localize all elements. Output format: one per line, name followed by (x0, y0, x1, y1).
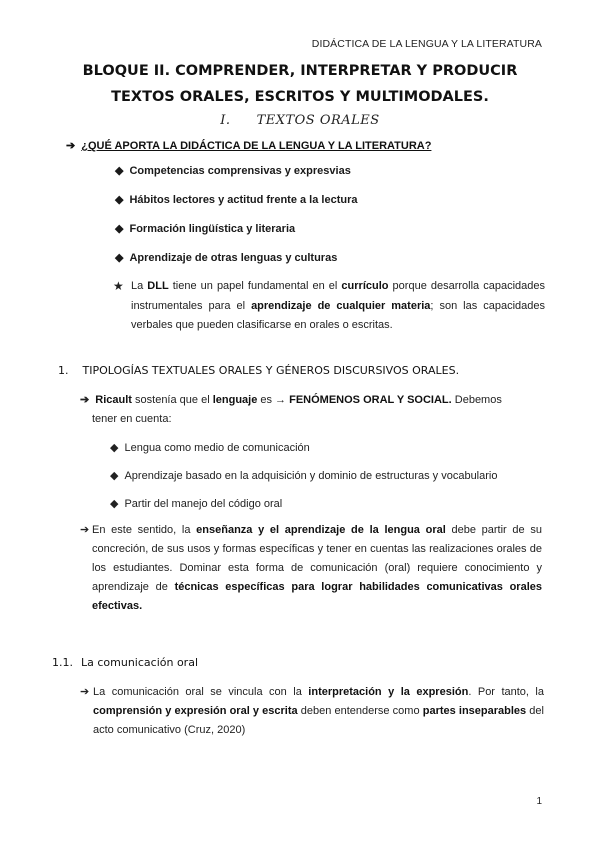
ricault-line-2: tener en cuenta: (92, 413, 172, 425)
ricault-paragraph (80, 391, 550, 429)
section-1-number: 1. (58, 364, 69, 377)
dll-paragraph (113, 277, 545, 336)
consideration-label: Partir del manejo del código oral (124, 498, 283, 510)
section-1-title: TIPOLOGÍAS TEXTUALES ORALES Y GÉNEROS DISCURSIVOS ORALES. (82, 364, 460, 377)
dll-paragraph-text: La DLL tiene un papel fundamental en el currículo porque desarrolla capacidades instrumentales para el aprendizaje de cualquier materia; son las capacidades verbales que pueden clasificarse en orales o escritas. (131, 280, 545, 331)
page-title (40, 58, 560, 110)
chapter-subtitle (0, 113, 600, 128)
consideration-label: Aprendizaje basado en la adquisición y dominio de estructuras y vocabulario (124, 470, 498, 482)
consideration-label: Lengua como medio de comunicación (124, 442, 310, 454)
section-1-1-number: 1.1. (52, 656, 73, 669)
question-heading (66, 139, 431, 152)
consideration-item (110, 497, 282, 510)
title-line-1: BLOQUE II. COMPRENDER, INTERPRETAR Y PRODUCIR (82, 63, 518, 79)
title-line-2: TEXTOS ORALES, ESCRITOS Y MULTIMODALES. (111, 89, 489, 105)
running-header: DIDÁCTICA DE LA LENGUA Y LA LITERATURA (311, 38, 542, 50)
diamond-bullet-icon: ◆ (115, 165, 124, 177)
consideration-item (110, 469, 497, 482)
arrow-right-icon: ➔ (80, 394, 90, 406)
section-1-1-heading (52, 656, 198, 669)
contribution-item (115, 251, 337, 264)
diamond-bullet-icon: ◆ (115, 194, 124, 206)
sense-paragraph (80, 521, 542, 616)
contribution-item (115, 222, 295, 235)
oral-paragraph-text: La comunicación oral se vincula con la interpretación y la expresión. Por tanto, la comprensión y expresión oral y escrita deben entenderse como partes inseparables del acto comunicativo (Cruz, 2020) (93, 686, 544, 736)
contribution-label: Aprendizaje de otras lenguas y culturas (129, 252, 338, 264)
question-text: ¿QUÉ APORTA LA DIDÁCTICA DE LA LENGUA Y LA LITERATURA? (81, 140, 432, 152)
arrow-right-icon: ➔ (66, 140, 76, 152)
contribution-label: Competencias comprensivas y expresvias (129, 165, 351, 177)
oral-paragraph (80, 683, 544, 740)
diamond-bullet-icon: ◆ (115, 223, 124, 235)
ricault-line-1: ➔ Ricault sostenía que el lenguaje es → FENÓMENOS ORAL Y SOCIAL. Debemos (80, 394, 502, 406)
section-1-heading (58, 364, 459, 377)
section-1-1-title: La comunicación oral (81, 656, 198, 669)
diamond-bullet-icon: ◆ (110, 470, 119, 482)
diamond-bullet-icon: ◆ (115, 252, 124, 264)
subtitle-text: TEXTOS ORALES (256, 113, 380, 128)
contribution-label: Hábitos lectores y actitud frente a la lectura (129, 194, 358, 206)
sense-paragraph-text: En este sentido, la enseñanza y el aprendizaje de la lengua oral debe partir de su concreción, de sus usos y formas específicas y tener en cuentas las realizaciones orales de los estudiantes. Dominar esta forma de comunicación (oral) requiere conocimiento y aprendizaje de técnicas específicas para lograr habilidades comunicativas orales efectivas. (92, 524, 542, 612)
contribution-item (115, 193, 358, 206)
diamond-bullet-icon: ◆ (110, 498, 119, 510)
contribution-label: Formación lingüística y literaria (129, 223, 296, 235)
diamond-bullet-icon: ◆ (110, 442, 119, 454)
star-bullet-icon: ★ (113, 279, 124, 293)
page-number: 1 (536, 796, 542, 807)
arrow-right-icon: ➔ (80, 524, 90, 536)
arrow-right-icon: ➔ (80, 686, 90, 698)
subtitle-number: I. (220, 113, 231, 128)
consideration-item (110, 441, 310, 454)
contribution-item (115, 164, 351, 177)
